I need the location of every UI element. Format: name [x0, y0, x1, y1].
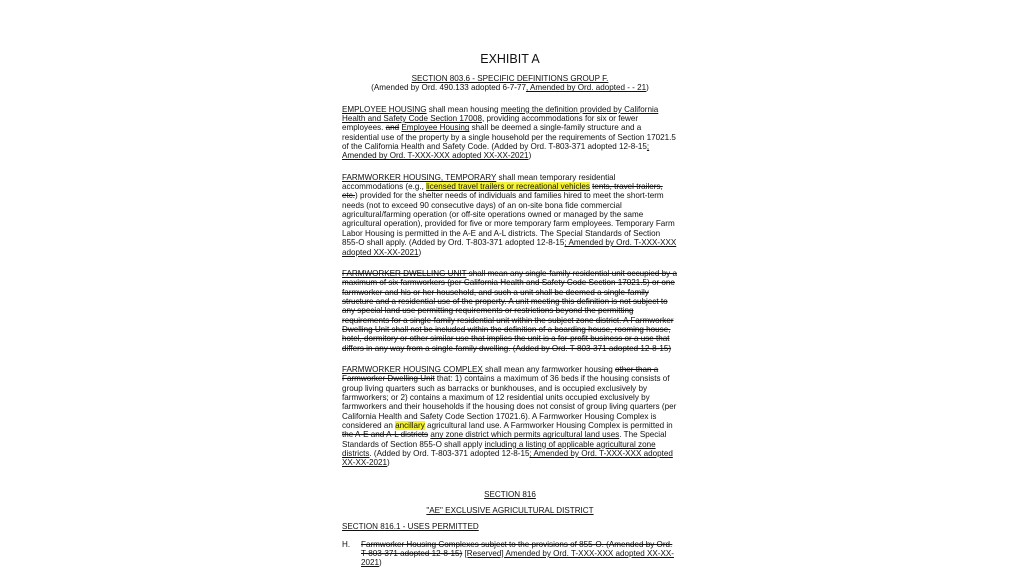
section-816-title: SECTION 816	[484, 489, 536, 499]
definition-employee-housing: EMPLOYEE HOUSING shall mean housing meeting the definition provided by California Health and Safety Code Section 17008, providing accommodations for six or fewer employees. and Employee Housing shall be deemed a single-family structure and a residential use of the property by a single household per the requirements of Section 17021.5 of the California Health and Safety Code. (Added by Ord. T-803-371 adopted 12-8-15; Amended by Ord. T-XXX-XXX adopted XX-XX-2021)	[342, 104, 676, 161]
list-item-text: Farmworker Housing Complexes subject to the provisions of 855-O. (Amended by Ord. T-803-371 adopted 12-8-15) [Reserved] Amended by Ord. T-XXX-XXX adopted XX-XX-2021)	[361, 539, 674, 568]
section-803-title: SECTION 803.6 - SPECIFIC DEFINITIONS GROUP F.	[411, 74, 609, 83]
definition-farmworker-housing-complex: FARMWORKER HOUSING COMPLEX shall mean any farmworker housing other than a Farmworker Dwelling Unit that: 1) contains a maximum of 36 beds if the housing consists of group living quarters such as barracks or bunkhouses, and is occupied exclusively by farmworkers; or 2) contains a maximum of 12 residential units occupied exclusively by farmworkers and their households if the housing does not consist of group living quarters (per California Health and Safety Code Section 17021.6). A Farmworker Housing Complex is considered an ancillary agricultural land use. A Farmworker Housing Complex is permitted in the A-E and A-L districts any zone district which permits agricultural land uses. The Special Standards of Section 855-O shall apply including a listing of applicable agricultural zone districts. (Added by Ord. T-803-371 adopted 12-8-15; Amended by Ord. T-XXX-XXX adopted XX-XX-2021)	[342, 364, 677, 468]
definition-term: FARMWORKER HOUSING, TEMPORARY	[342, 172, 497, 182]
exhibit-title: EXHIBIT A	[480, 52, 540, 66]
definition-farmworker-dwelling-unit: FARMWORKER DWELLING UNIT shall mean any single-family residential unit occupied by a maximum of six farmworkers (per California Health and Safety Code Section 17021.5) or one farmworker and his or her household, and such a unit shall be deemed a single-family structure and a residential use of the property. A unit meeting this definition is not subject to any special land use permitting requirements or restrictions beyond the permitting requirements for a single-family residential unit within the subject zone district. A Farmworker Dwelling Unit shall not be included within the definition of a boarding house, rooming house, hotel, dormitory or other similar use that implies the unit is a for-profit business or a use that differs in any way from a single-family dwelling. (Added by Ord. T-803-371 adopted 12-8-15)	[342, 268, 677, 353]
section-816-1-title: SECTION 816.1 - USES PERMITTED	[342, 522, 479, 532]
highlighted-text: ancillary	[395, 421, 425, 430]
list-item-h	[342, 540, 678, 568]
section-803-amendment: (Amended by Ord. 490.133 adopted 6-7-77, Amended by Ord. adopted - - 21)	[371, 83, 649, 93]
definition-term: FARMWORKER DWELLING UNIT	[342, 268, 467, 278]
definition-term: EMPLOYEE HOUSING	[342, 104, 427, 114]
district-title: "AE" EXCLUSIVE AGRICULTURAL DISTRICT	[426, 506, 594, 516]
list-letter: H.	[342, 539, 351, 549]
definition-farmworker-housing-temporary: FARMWORKER HOUSING, TEMPORARY shall mean temporary residential accommodations (e.g., licensed travel trailers or recreational vehicles tents, travel trailers, etc.) provided for the shelter needs of individuals and families hired to meet the short-term needs (not to exceed 90 consecutive days) of an on-site bona fide commercial agricultural/farming operation (or off-site operations owned or managed by the same agricultural operation), provided for five or more temporary farm employees. Temporary Farm Labor Housing is permitted in the A-E and A-L districts. The Special Standards of Section 855-O shall apply. (Added by Ord. T-803-371 adopted 12-8-15; Amended by Ord. T-XXX-XXX adopted XX-XX-2021)	[342, 172, 677, 257]
document-body	[342, 52, 678, 568]
definition-term: FARMWORKER HOUSING COMPLEX	[342, 364, 483, 374]
highlighted-text: licensed travel trailers or recreational vehicles	[426, 182, 590, 192]
